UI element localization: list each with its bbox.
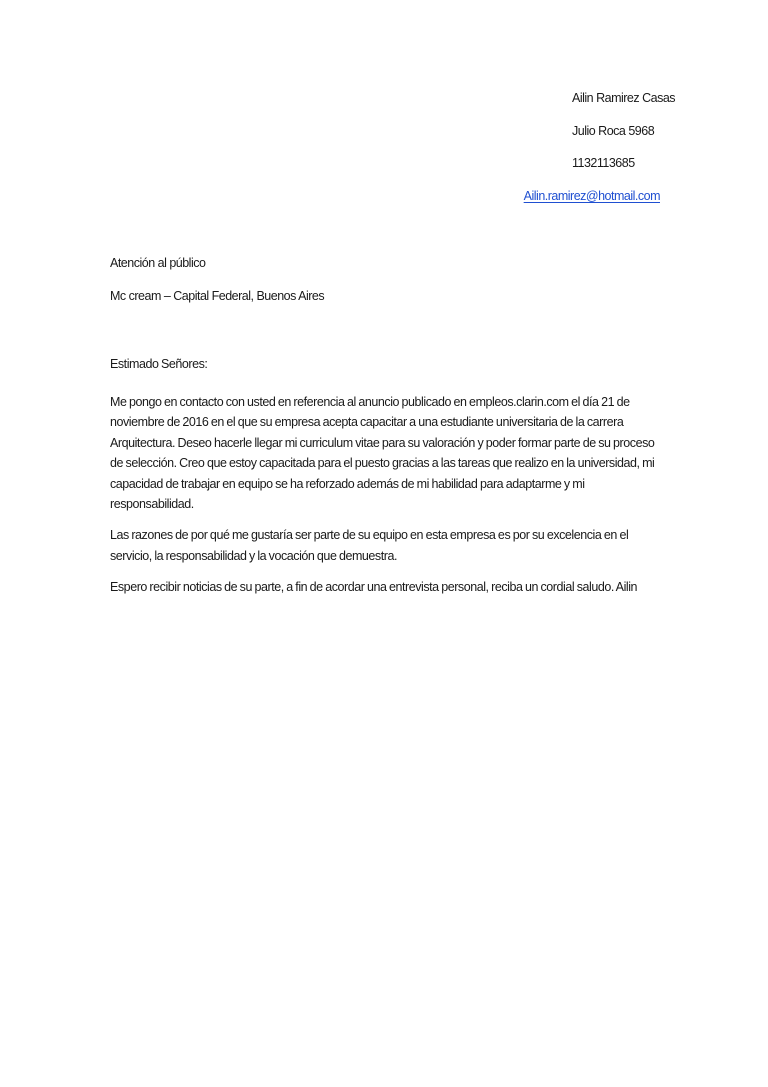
sender-email-link[interactable]: Ailin.ramirez@hotmail.com xyxy=(523,189,660,203)
letter-greeting: Estimado Señores: xyxy=(110,357,208,371)
recipient-position: Atención al público xyxy=(110,256,206,270)
letter-body xyxy=(110,354,662,609)
recipient-block xyxy=(110,256,324,322)
sender-name: Ailin Ramirez Casas xyxy=(572,91,676,105)
sender-phone: 1132113685 xyxy=(572,156,635,170)
recipient-company: Mc cream – Capital Federal, Buenos Aires xyxy=(110,289,325,303)
letter-paragraph: Me pongo en contacto con usted en referencia al anuncio publicado en empleos.clarin.com el día 21 de noviembre de 2016 en el que su empresa acepta capacitar a una estudiante universitaria de la carrera Arquitectura. Deseo hacerle llegar mi curriculum vitae para su valoración y poder formar parte de su proceso de selección. Creo que estoy capacitada para el puesto gracias a las tareas que realizo en la universidad, mi capacidad de trabajar en equipo se ha reforzado además de mi habilidad para adaptarme y mi responsabilidad. xyxy=(110,395,655,512)
letter-paragraph: Espero recibir noticias de su parte, a fin de acordar una entrevista personal, reciba un cordial saludo. Ailin xyxy=(110,580,638,595)
letter-paragraph: Las razones de por qué me gustaría ser parte de su equipo en esta empresa es por su excelencia en el servicio, la responsabilidad y la vocación que demuestra. xyxy=(110,528,629,563)
sender-address: Julio Roca 5968 xyxy=(572,124,655,138)
